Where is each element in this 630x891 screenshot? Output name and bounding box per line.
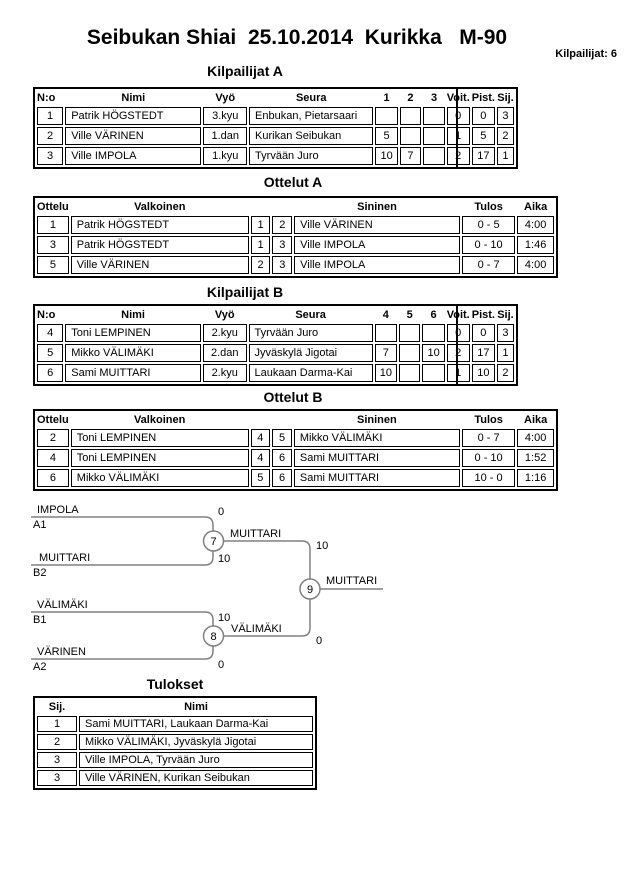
match-score-cell: 7 bbox=[400, 147, 422, 165]
col-header-match-4: 4 bbox=[382, 309, 389, 321]
page-title: Seibukan Shiai 25.10.2014 Kurikka M-90 bbox=[86, 26, 508, 49]
bracket-slot-b2-seed: B2 bbox=[33, 567, 47, 579]
place-cell: 2 bbox=[497, 127, 514, 145]
bracket-line-a1 bbox=[31, 517, 213, 531]
blue-no: 6 bbox=[272, 449, 292, 467]
col-header-result: Tulos bbox=[474, 414, 503, 426]
bracket-final-winner: MUITTARI bbox=[326, 575, 378, 587]
col-header-name: Nimi bbox=[121, 92, 146, 104]
blue-no: 3 bbox=[272, 236, 292, 254]
match-score-cell: 10 bbox=[375, 147, 397, 165]
white-no: 1 bbox=[251, 236, 271, 254]
col-header-wins: Voit. bbox=[446, 92, 470, 104]
place-cell: 1 bbox=[497, 344, 514, 362]
col-header-match-1: 1 bbox=[383, 92, 390, 104]
time-cell: 1:16 bbox=[517, 469, 554, 487]
col-header-belt: Vyö bbox=[215, 92, 236, 104]
result-cell: 0 - 10 bbox=[462, 449, 515, 467]
result-place: 2 bbox=[37, 734, 77, 750]
result-cell: 0 - 10 bbox=[462, 236, 515, 254]
match-score-cell: 5 bbox=[375, 127, 397, 145]
bracket-match-7-winner: MUITTARI bbox=[230, 528, 282, 540]
col-header-blue: Sininen bbox=[357, 414, 397, 426]
blue-name: Ville IMPOLA bbox=[294, 236, 460, 254]
points-cell: 17 bbox=[472, 147, 495, 165]
result-row bbox=[37, 734, 313, 750]
result-place: 3 bbox=[37, 752, 77, 768]
col-header-place: Sij. bbox=[48, 701, 66, 713]
white-no: 1 bbox=[251, 216, 271, 234]
bracket-slot-a1-name: IMPOLA bbox=[37, 504, 79, 516]
match-no: 6 bbox=[37, 469, 69, 487]
time-cell: 4:00 bbox=[517, 256, 554, 274]
competitor-name: Patrik HÖGSTEDT bbox=[65, 107, 201, 125]
bracket-match-7-score: 10 bbox=[316, 540, 329, 552]
blue-no: 6 bbox=[272, 469, 292, 487]
white-name: Toni LEMPINEN bbox=[71, 429, 249, 447]
white-name: Patrik HÖGSTEDT bbox=[71, 216, 249, 234]
match-score-cell: 10 bbox=[422, 344, 444, 362]
points-cell: 0 bbox=[472, 107, 495, 125]
result-name: Sami MUITTARI, Laukaan Darma-Kai bbox=[79, 716, 313, 732]
col-header-club: Seura bbox=[295, 92, 327, 104]
result-row bbox=[37, 770, 313, 786]
bracket-match-8-number: 8 bbox=[210, 631, 217, 643]
heading-matches-a: Ottelut A bbox=[263, 174, 323, 190]
competitor-name: Toni LEMPINEN bbox=[65, 324, 201, 342]
col-header-place: Sij. bbox=[497, 92, 514, 104]
result-name: Mikko VÄLIMÄKI, Jyväskylä Jigotai bbox=[79, 734, 313, 750]
col-header-match-3: 3 bbox=[430, 92, 438, 104]
competitor-club: Enbukan, Pietarsaari bbox=[249, 107, 373, 125]
competitor-no: 6 bbox=[37, 364, 63, 382]
blue-name: Mikko VÄLIMÄKI bbox=[294, 429, 460, 447]
competitor-belt: 2.kyu bbox=[203, 324, 247, 342]
competitor-club: Tyrvään Juro bbox=[249, 324, 373, 342]
result-place: 1 bbox=[37, 716, 77, 732]
time-cell: 4:00 bbox=[517, 216, 554, 234]
competitor-no: 3 bbox=[37, 147, 63, 165]
results-header-row bbox=[37, 700, 313, 714]
white-no: 2 bbox=[251, 256, 271, 274]
col-header-belt: Vyö bbox=[214, 309, 235, 321]
result-name: Ville VÄRINEN, Kurikan Seibukan bbox=[79, 770, 313, 786]
competitor-belt: 2.kyu bbox=[203, 364, 247, 382]
blue-no: 5 bbox=[272, 429, 292, 447]
col-header-white: Valkoinen bbox=[134, 201, 186, 213]
white-no: 4 bbox=[251, 429, 271, 447]
competitor-club: Laukaan Darma-Kai bbox=[249, 364, 373, 382]
white-name: Ville VÄRINEN bbox=[71, 256, 249, 274]
competitor-no: 4 bbox=[37, 324, 63, 342]
bracket-slot-a2-seed: A2 bbox=[33, 661, 47, 673]
blue-no: 2 bbox=[272, 216, 292, 234]
heading-results: Tulokset bbox=[146, 676, 204, 692]
bracket-match-9-number: 9 bbox=[306, 584, 314, 596]
col-header-match-2: 2 bbox=[407, 92, 414, 104]
result-cell: 0 - 7 bbox=[462, 256, 515, 274]
wins-cell: 1 bbox=[447, 364, 470, 382]
match-no: 5 bbox=[37, 256, 69, 274]
competitor-no: 1 bbox=[37, 107, 63, 125]
bracket-match-8-score: 0 bbox=[316, 635, 323, 647]
blue-no: 3 bbox=[272, 256, 292, 274]
result-name: Ville IMPOLA, Tyrvään Juro bbox=[79, 752, 313, 768]
white-name: Toni LEMPINEN bbox=[71, 449, 249, 467]
col-header-name: Nimi bbox=[184, 701, 208, 713]
bracket-match-8-winner: VÄLIMÄKI bbox=[231, 623, 282, 635]
match-no: 4 bbox=[37, 449, 69, 467]
bracket-slot-b1-seed: B1 bbox=[33, 614, 47, 626]
bracket-slot-a1-seed: A1 bbox=[33, 519, 47, 531]
heading-competitors-b: Kilpailijat B bbox=[206, 284, 284, 300]
match-score-cell: 7 bbox=[375, 344, 397, 362]
competitor-belt: 3.kyu bbox=[203, 107, 247, 125]
white-name: Mikko VÄLIMÄKI bbox=[71, 469, 249, 487]
match-score-cell: 10 bbox=[375, 364, 397, 382]
points-cell: 17 bbox=[472, 344, 495, 362]
wins-cell: 1 bbox=[447, 127, 470, 145]
competitor-belt: 1.dan bbox=[203, 127, 247, 145]
competitor-name: Sami MUITTARI bbox=[65, 364, 201, 382]
match-no: 2 bbox=[37, 429, 69, 447]
col-header-blue: Sininen bbox=[357, 201, 397, 213]
col-header-points: Pist. bbox=[471, 92, 495, 104]
col-header-points: Pist. bbox=[471, 309, 495, 321]
place-cell: 3 bbox=[497, 324, 514, 342]
result-row bbox=[37, 716, 313, 732]
participants-count: Kilpailijat: 6 bbox=[555, 48, 617, 60]
competitor-belt: 2.dan bbox=[203, 344, 247, 362]
col-header-result: Tulos bbox=[474, 201, 503, 213]
result-place: 3 bbox=[37, 770, 77, 786]
blue-name: Ville VÄRINEN bbox=[294, 216, 460, 234]
competitor-name: Ville VÄRINEN bbox=[65, 127, 201, 145]
blue-name: Sami MUITTARI bbox=[294, 449, 460, 467]
match-no: 3 bbox=[37, 236, 69, 254]
col-header-wins: Voit. bbox=[446, 309, 470, 321]
col-header-match-no: Ottelu bbox=[37, 201, 69, 213]
wins-cell: 2 bbox=[447, 344, 470, 362]
bracket-slot-b1-score: 10 bbox=[218, 612, 231, 624]
competitor-club: Kurikan Seibukan bbox=[249, 127, 373, 145]
col-header-club: Seura bbox=[295, 309, 326, 321]
col-header-name: Nimi bbox=[121, 309, 145, 321]
bracket-line-winner-7 bbox=[224, 541, 311, 579]
col-header-match-5: 5 bbox=[406, 309, 413, 321]
white-no: 5 bbox=[251, 469, 271, 487]
heading-matches-b: Ottelut B bbox=[263, 389, 323, 405]
bracket-slot-b2-name: MUITTARI bbox=[39, 552, 91, 564]
white-name: Patrik HÖGSTEDT bbox=[71, 236, 249, 254]
col-header-time: Aika bbox=[524, 201, 548, 213]
bracket-slot-b1-name: VÄLIMÄKI bbox=[37, 599, 88, 611]
competitor-club: Jyväskylä Jigotai bbox=[249, 344, 373, 362]
competitor-name: Mikko VÄLIMÄKI bbox=[65, 344, 201, 362]
bracket-slot-a2-name: VÄRINEN bbox=[37, 646, 86, 658]
result-cell: 0 - 5 bbox=[462, 216, 515, 234]
time-cell: 1:52 bbox=[517, 449, 554, 467]
blue-name: Ville IMPOLA bbox=[294, 256, 460, 274]
wins-cell: 2 bbox=[447, 147, 470, 165]
bracket-match-7-number: 7 bbox=[210, 536, 217, 548]
bracket-slot-a1-score: 0 bbox=[218, 506, 225, 518]
blue-name: Sami MUITTARI bbox=[294, 469, 460, 487]
white-no: 4 bbox=[251, 449, 271, 467]
bracket-slot-a2-score: 0 bbox=[218, 659, 225, 671]
wins-cell: 0 bbox=[447, 107, 470, 125]
competitor-no: 2 bbox=[37, 127, 63, 145]
competitor-club: Tyrvään Juro bbox=[249, 147, 373, 165]
points-cell: 5 bbox=[472, 127, 495, 145]
col-header-match-6: 6 bbox=[430, 309, 437, 321]
place-cell: 3 bbox=[497, 107, 514, 125]
col-header-place: Sij. bbox=[497, 309, 514, 321]
match-no: 1 bbox=[37, 216, 69, 234]
place-cell: 1 bbox=[497, 147, 514, 165]
col-header-time: Aika bbox=[524, 414, 548, 426]
bracket-line-b1 bbox=[31, 612, 213, 626]
competitor-no: 5 bbox=[37, 344, 63, 362]
time-cell: 4:00 bbox=[517, 429, 554, 447]
result-cell: 0 - 7 bbox=[462, 429, 515, 447]
result-cell: 10 - 0 bbox=[462, 469, 515, 487]
points-cell: 0 bbox=[472, 324, 495, 342]
points-cell: 10 bbox=[472, 364, 495, 382]
competitor-name: Ville IMPOLA bbox=[65, 147, 201, 165]
competitor-belt: 1.kyu bbox=[203, 147, 247, 165]
time-cell: 1:46 bbox=[517, 236, 554, 254]
col-header-match-no: Ottelu bbox=[37, 414, 69, 426]
wins-cell: 0 bbox=[447, 324, 470, 342]
result-row bbox=[37, 752, 313, 768]
results-table bbox=[33, 696, 317, 790]
bracket-slot-b2-score: 10 bbox=[218, 553, 231, 565]
col-header-white: Valkoinen bbox=[133, 414, 186, 426]
place-cell: 2 bbox=[497, 364, 514, 382]
col-header-no: N:o bbox=[37, 309, 56, 321]
heading-competitors-a: Kilpailijat A bbox=[207, 63, 283, 79]
col-header-no: N:o bbox=[37, 92, 56, 104]
